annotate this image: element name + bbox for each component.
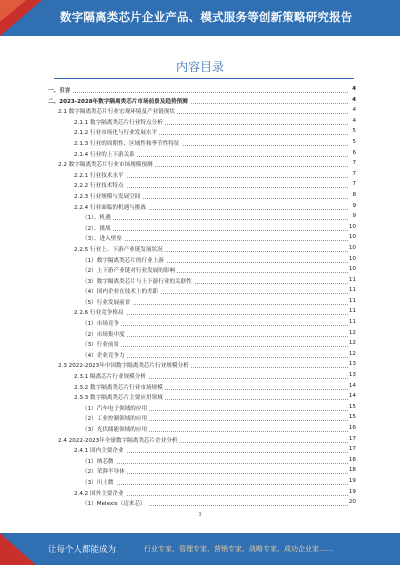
toc-entry[interactable]	[0, 381, 400, 392]
toc-entry-label: 2.2.4 行业面临的机遇与挑战	[74, 204, 146, 211]
toc-entry-page: 7	[348, 181, 356, 187]
toc-entry-page: 10	[348, 266, 356, 273]
footer-tagline: 行业专家、管理专家、营销专家、战略专家、成功企业家……	[144, 545, 333, 553]
toc-entry-label: 2.1.2 行业市场化与行业发展水平	[74, 130, 158, 137]
toc-entry-page: 12	[348, 350, 356, 357]
toc-entry-label: 二、2023-2028年数字隔离类芯片市场前景及趋势预测	[48, 98, 188, 105]
toc-entry-label: （5）行业发展前景	[82, 299, 131, 306]
toc-entry-page: 14	[348, 393, 356, 400]
footer-corner-decoration	[0, 533, 36, 565]
toc-entry-page: 20	[348, 499, 356, 506]
toc-leader-dots	[82, 340, 348, 347]
toc-entry-label: （3）川土微	[82, 479, 114, 486]
toc-entry-page: 4	[348, 86, 356, 92]
toc-entry-label: 2.1 数字隔离类芯片行业宏观环境及产业链现状	[58, 109, 175, 116]
toc-entry[interactable]	[0, 391, 400, 402]
toc-entry-label: 2.1.4 行业的上下游关系	[74, 151, 135, 158]
toc-entry[interactable]	[0, 444, 400, 455]
toc-entry[interactable]	[0, 370, 400, 381]
toc-entry-label: 2.3.2 数字隔离类芯片行业市场规模	[74, 384, 163, 391]
toc-entry-label: （1）纳芯微	[82, 458, 114, 465]
toc-entry-label: 2.1.3 行业的周期性、区域性和季节性特征	[74, 140, 180, 147]
page-number: 3	[198, 512, 202, 518]
toc-leader-dots	[82, 213, 348, 220]
toc-entry-label: 2.2.1 行业技术水平	[74, 172, 124, 179]
toc-entry-label: （3）行业前景	[82, 342, 120, 349]
toc-entry[interactable]	[0, 169, 400, 180]
toc-entry[interactable]	[0, 497, 400, 508]
toc-entry-label: （2）荣湃半导体	[82, 469, 125, 476]
toc-entry-page: 5	[348, 128, 356, 134]
header-corner-accent	[0, 0, 26, 22]
toc-entry-page: 12	[348, 329, 356, 336]
toc-entry-label: （1）Melexis（迈来芯）	[82, 501, 146, 508]
toc-entry-label: 2.1.1 数字隔离类芯片行业特点分析	[74, 119, 163, 126]
toc-entry[interactable]	[0, 201, 400, 212]
toc-entry[interactable]	[0, 211, 400, 222]
toc-entry-label: 2.2.5 行业上、下游产业链发展状况	[74, 246, 163, 253]
toc-entry-page: 4	[348, 97, 356, 103]
toc-entry[interactable]	[0, 465, 400, 476]
toc-entry[interactable]	[0, 487, 400, 498]
toc-entry[interactable]	[0, 317, 400, 328]
toc-entry[interactable]	[0, 158, 400, 169]
toc-leader-dots	[48, 86, 348, 93]
toc-entry-page: 15	[348, 403, 356, 410]
toc-entry-page: 4	[348, 107, 356, 113]
toc-entry-page: 15	[348, 414, 356, 421]
toc-entry[interactable]	[0, 222, 400, 233]
toc-entry-label: （1）汽车电子领域的应用	[82, 405, 148, 412]
toc-entry-page: 9	[348, 213, 356, 219]
toc-entry[interactable]	[0, 402, 400, 413]
footer-banner	[0, 533, 400, 565]
toc-entry[interactable]	[0, 349, 400, 360]
footer-slogan: 让每个人都能成为	[48, 545, 117, 555]
toc-entry-label: 2.2.6 行业竞争格局	[74, 310, 124, 317]
toc-entry-page: 4	[348, 118, 356, 124]
toc-entry-page: 7	[348, 160, 356, 166]
toc-entry-page: 11	[348, 308, 356, 315]
toc-entry-label: （1）、机遇	[82, 215, 111, 222]
toc-entry-page: 11	[348, 297, 356, 304]
toc-entry[interactable]	[0, 275, 400, 286]
toc-leader-dots	[82, 319, 348, 326]
toc-leader-dots	[82, 224, 348, 231]
toc-entry[interactable]	[0, 126, 400, 137]
toc-entry-page: 13	[348, 361, 356, 368]
toc-entry-page: 11	[348, 287, 356, 294]
toc-entry-page: 13	[348, 372, 356, 379]
toc-entry-label: 2.4.1 国内主要企业	[74, 448, 124, 455]
toc-entry-label: 2.4 2022-2023年全球数字隔离类芯片企业分析	[58, 437, 178, 444]
toc-heading: 内容目录	[175, 60, 224, 74]
toc-entry-page: 19	[348, 477, 356, 484]
toc-entry[interactable]	[0, 137, 400, 148]
toc-entry-label: （4）国内企业在技术上的差距	[82, 289, 159, 296]
toc-entry[interactable]	[0, 254, 400, 265]
toc-entry[interactable]	[0, 116, 400, 127]
toc-leader-dots	[82, 478, 348, 485]
toc-entry-page: 17	[348, 435, 356, 442]
toc-entry[interactable]	[0, 423, 400, 434]
toc-entry-page: 19	[348, 488, 356, 495]
toc-entry-label: 2.3.1 隔离芯片行业规模分析	[74, 374, 146, 381]
toc-entry[interactable]	[0, 306, 400, 317]
toc-entry[interactable]	[0, 264, 400, 275]
toc-entry-label: （3）、进入壁垒	[82, 236, 122, 243]
toc-entry-page: 14	[348, 382, 356, 389]
toc-entry-page: 16	[348, 425, 356, 431]
toc-entry[interactable]	[0, 179, 400, 190]
toc-entry-label: （4）企业竞争力	[82, 352, 125, 359]
toc-entry-label: 2.3 2022-2023年中国数字隔离类芯片行业规模分析	[58, 363, 189, 370]
toc-entry-label: （2）工业控制领域的应用	[82, 416, 148, 423]
toc-entry-label: 2.2.2 行业技术特点	[74, 183, 124, 190]
toc-entry-label: （2）、挑战	[82, 225, 111, 232]
toc-entry[interactable]	[0, 476, 400, 487]
toc-entry-label: （1）市场竞争	[82, 321, 120, 328]
toc-entry[interactable]	[0, 84, 400, 95]
toc-entry[interactable]	[0, 105, 400, 116]
toc-entry[interactable]	[0, 338, 400, 349]
toc-entry-page: 5	[348, 139, 356, 145]
toc-entry-page: 9	[348, 203, 356, 209]
toc-entry-page: 8	[348, 192, 356, 198]
toc-entry-label: 2.4.2 国外主要企业	[74, 490, 124, 497]
toc-entry[interactable]	[0, 95, 400, 106]
toc-entry[interactable]	[0, 328, 400, 339]
toc-leader-dots	[82, 457, 348, 464]
toc-entry-label: 2.3.3 数字隔离类芯片主要应用领域	[74, 395, 163, 402]
report-title: 数字隔离类芯片企业产品、模式服务等创新策略研究报告	[60, 10, 353, 24]
toc-entry-label: 一、引言	[48, 88, 71, 94]
toc-entry-page: 17	[348, 446, 356, 453]
toc-entry[interactable]	[0, 285, 400, 296]
toc-entry-page: 11	[348, 319, 356, 326]
toc-entry-page: 10	[348, 234, 356, 241]
toc-entry[interactable]	[0, 190, 400, 201]
toc-entry-page: 11	[348, 276, 356, 283]
toc-heading-rule	[54, 78, 354, 79]
toc-entry-label: 2.2 数字隔离类芯片行业市场规模预测	[58, 162, 153, 169]
toc-entry-page: 18	[348, 467, 356, 474]
table-of-contents	[0, 84, 400, 508]
toc-entry[interactable]	[0, 243, 400, 254]
toc-entry[interactable]	[0, 434, 400, 445]
toc-entry-label: （2）市场集中度	[82, 331, 125, 338]
toc-entry[interactable]	[0, 232, 400, 243]
toc-entry-label: （2）上下游产业链对行业发展的影响	[82, 268, 176, 275]
toc-entry-page: 18	[348, 456, 356, 463]
toc-entry-page: 10	[348, 223, 356, 230]
toc-entry[interactable]	[0, 148, 400, 159]
toc-entry-page: 10	[348, 255, 356, 262]
toc-entry-label: （3）数字隔离类芯片与上下游行业的关联性	[82, 278, 192, 285]
toc-entry-label: （3）光伏储能领域的应用	[82, 427, 148, 433]
toc-entry[interactable]	[0, 455, 400, 466]
toc-entry-page: 10	[348, 244, 356, 251]
toc-entry[interactable]	[0, 296, 400, 307]
toc-entry-page: 12	[348, 340, 356, 347]
toc-entry[interactable]	[0, 359, 400, 370]
toc-entry-label: 2.2.3 行业规模与发展空间	[74, 193, 141, 200]
toc-entry-page: 7	[348, 171, 356, 177]
toc-entry-label: （1）数字隔离类芯片的行业上游	[82, 257, 164, 264]
toc-entry[interactable]	[0, 412, 400, 423]
toc-entry-page: 6	[348, 150, 356, 156]
header-banner	[0, 0, 400, 36]
